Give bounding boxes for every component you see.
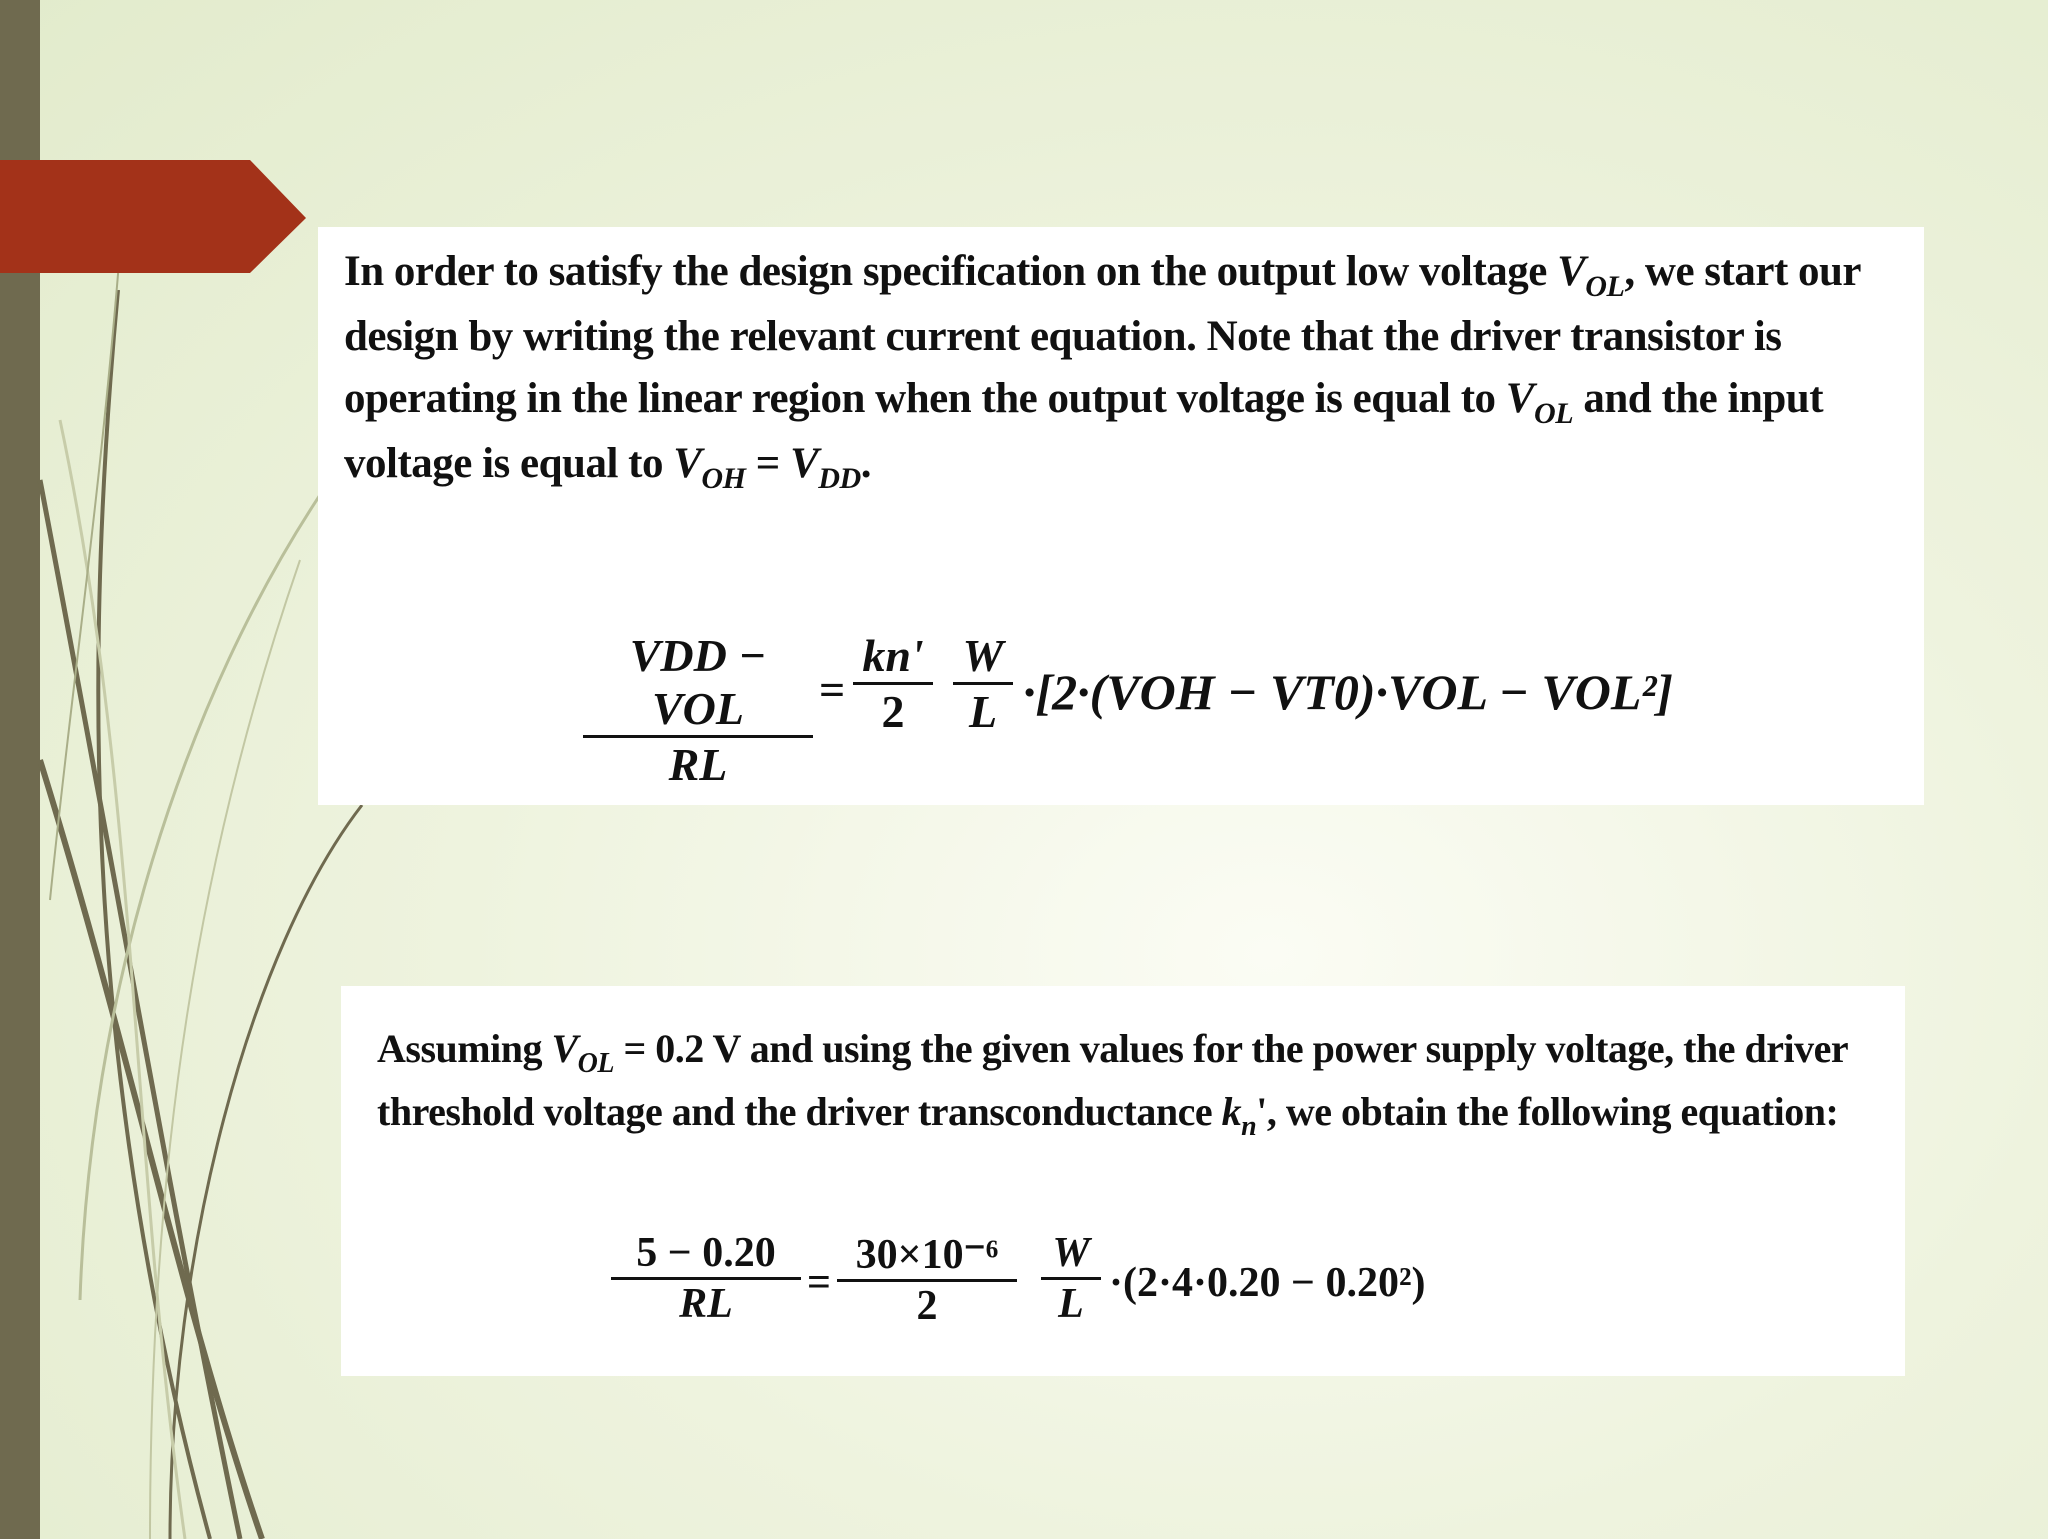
paragraph-text: = 0.2 V and using the given values for the power supply voltage, the driver threshold voltage and the driver transconductance xyxy=(377,1026,1848,1134)
voh-symbol: V xyxy=(673,440,702,487)
w-numerator: W xyxy=(1041,1229,1101,1280)
wl-fraction xyxy=(953,629,1013,738)
k-subscript: n xyxy=(1241,1110,1257,1142)
vol-symbol: V xyxy=(1505,375,1534,422)
equals-sign: = xyxy=(807,1260,831,1306)
lhs-fraction xyxy=(583,629,813,791)
kn-denominator: 2 xyxy=(881,686,905,737)
wl-fraction xyxy=(1041,1229,1101,1328)
paragraph-text: In order to satisfy the design specification on the output low voltage xyxy=(344,248,1558,295)
bracket-expression: ·[2·(VOH − VT0)·VOL − VOL²] xyxy=(1023,664,1674,720)
lhs-fraction xyxy=(611,1229,801,1328)
paragraph-text: Assuming xyxy=(377,1026,552,1071)
kn-fraction xyxy=(853,629,933,738)
vol-subscript: OL xyxy=(1533,395,1574,430)
k-numerator: 30×10⁻⁶ xyxy=(837,1229,1017,1282)
lhs-numerator: 5 − 0.20 xyxy=(611,1229,801,1280)
l-denominator: L xyxy=(1058,1281,1084,1327)
numeric-equation xyxy=(611,1229,1811,1349)
vol-subscript: OL xyxy=(577,1047,614,1079)
calculation-panel xyxy=(341,986,1905,1376)
current-equation xyxy=(583,629,1883,790)
lhs-denominator: RL xyxy=(668,739,728,790)
voh-subscript: OH xyxy=(701,460,746,495)
vol-symbol: V xyxy=(1557,248,1586,295)
l-denominator: L xyxy=(968,686,998,737)
paragraph-text: , we start our design by writing the relevant current equation. Note that the driver transistor is operating in the linear region when the output voltage is equal to xyxy=(344,248,1861,422)
paragraph-text: ', we obtain the following equation: xyxy=(1256,1089,1839,1134)
design-paragraph xyxy=(344,241,1899,498)
explanation-panel xyxy=(318,227,1924,805)
k-fraction xyxy=(837,1229,1017,1330)
paragraph-text: . xyxy=(860,440,871,487)
assumption-paragraph xyxy=(377,1020,1877,1146)
kn-numerator: kn' xyxy=(853,629,933,685)
equals-sign: = xyxy=(819,664,846,715)
k-denominator: 2 xyxy=(916,1283,938,1329)
paragraph-text: and the input voltage is equal to xyxy=(344,375,1824,487)
k-symbol: k xyxy=(1221,1089,1242,1134)
paren-expression: ·(2·4·0.20 − 0.20²) xyxy=(1109,1260,1426,1306)
lhs-numerator: VDD − VOL xyxy=(583,629,813,738)
vdd-symbol: V xyxy=(790,440,819,487)
vdd-subscript: DD xyxy=(818,460,861,495)
vol-subscript: OL xyxy=(1585,268,1625,303)
lhs-denominator: RL xyxy=(679,1281,733,1327)
equals-sign: = xyxy=(745,440,791,487)
w-numerator: W xyxy=(953,629,1013,685)
vol-symbol: V xyxy=(551,1026,578,1071)
title-arrow-shape xyxy=(0,0,310,275)
